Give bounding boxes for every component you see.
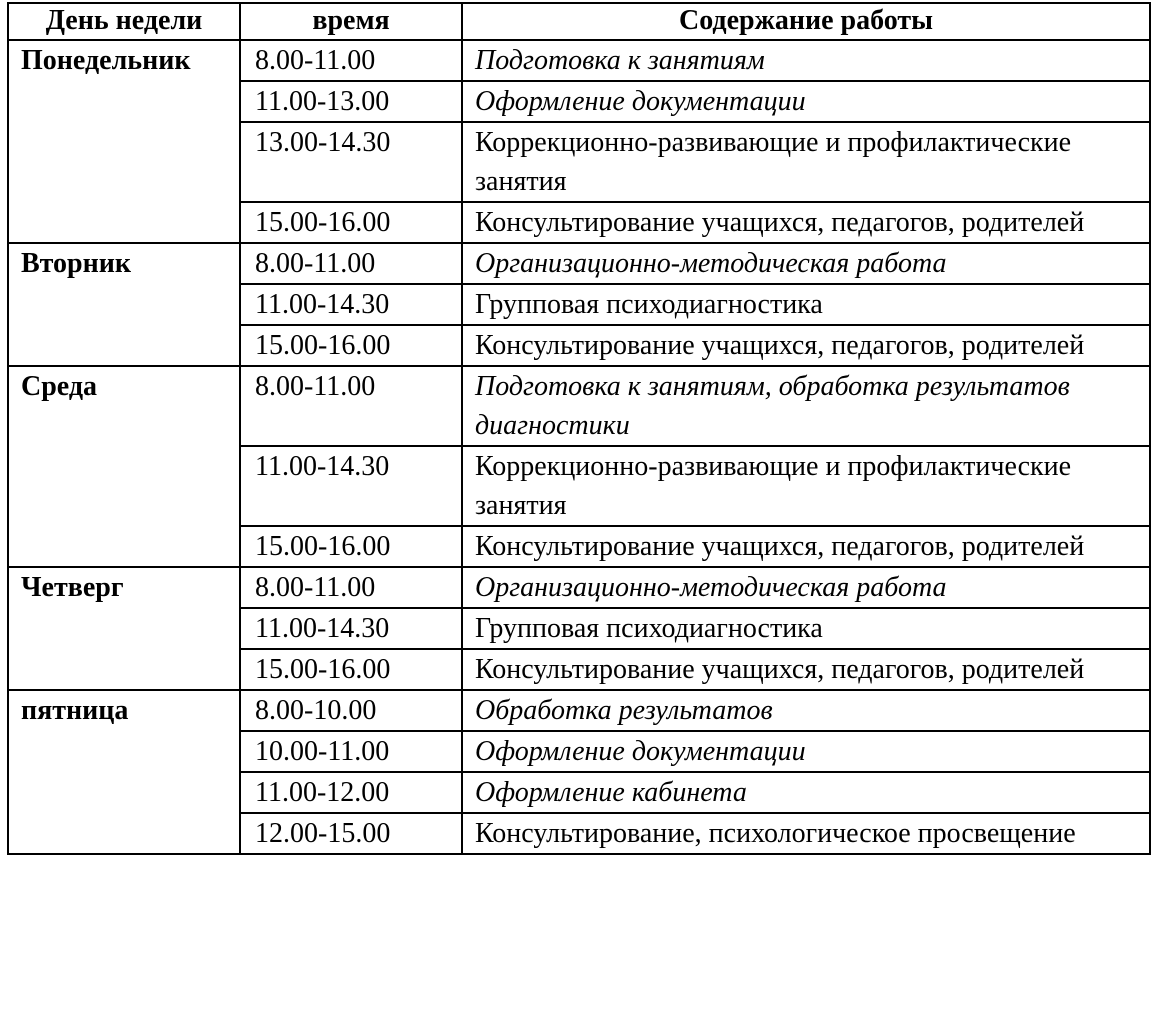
table-row	[8, 243, 1150, 284]
time-cell: 13.00-14.30	[240, 122, 462, 202]
time-cell: 15.00-16.00	[240, 526, 462, 567]
time-cell: 10.00-11.00	[240, 731, 462, 772]
content-cell: Консультирование учащихся, педагогов, родителей	[462, 649, 1150, 690]
time-cell: 11.00-14.30	[240, 284, 462, 325]
time-cell: 8.00-11.00	[240, 567, 462, 608]
header-time: время	[240, 3, 462, 40]
table-row	[8, 366, 1150, 446]
content-cell: Подготовка к занятиям, обработка результатов диагностики	[462, 366, 1150, 446]
time-cell: 8.00-10.00	[240, 690, 462, 731]
table-row	[8, 567, 1150, 608]
content-cell: Обработка результатов	[462, 690, 1150, 731]
day-cell: Четверг	[8, 567, 240, 690]
header-row	[8, 3, 1150, 40]
content-cell: Консультирование учащихся, педагогов, родителей	[462, 325, 1150, 366]
content-cell: Подготовка к занятиям	[462, 40, 1150, 81]
day-cell: пятница	[8, 690, 240, 854]
content-cell: Групповая психодиагностика	[462, 608, 1150, 649]
content-cell: Оформление документации	[462, 731, 1150, 772]
time-cell: 12.00-15.00	[240, 813, 462, 854]
time-cell: 11.00-12.00	[240, 772, 462, 813]
time-cell: 15.00-16.00	[240, 649, 462, 690]
content-cell: Групповая психодиагностика	[462, 284, 1150, 325]
schedule-header	[8, 3, 1150, 40]
content-cell: Консультирование, психологическое просвещение	[462, 813, 1150, 854]
time-cell: 8.00-11.00	[240, 40, 462, 81]
time-cell: 8.00-11.00	[240, 366, 462, 446]
table-row	[8, 690, 1150, 731]
day-cell: Среда	[8, 366, 240, 567]
header-day: День недели	[8, 3, 240, 40]
content-cell: Консультирование учащихся, педагогов, родителей	[462, 202, 1150, 243]
time-cell: 11.00-14.30	[240, 446, 462, 526]
content-cell: Организационно-методическая работа	[462, 567, 1150, 608]
table-row	[8, 40, 1150, 81]
content-cell: Коррекционно-развивающие и профилактические занятия	[462, 122, 1150, 202]
schedule-table	[7, 2, 1151, 855]
content-cell: Консультирование учащихся, педагогов, родителей	[462, 526, 1150, 567]
day-cell: Вторник	[8, 243, 240, 366]
time-cell: 11.00-13.00	[240, 81, 462, 122]
time-cell: 15.00-16.00	[240, 325, 462, 366]
content-cell: Организационно-методическая работа	[462, 243, 1150, 284]
day-cell: Понедельник	[8, 40, 240, 243]
schedule-body	[8, 40, 1150, 854]
content-cell: Коррекционно-развивающие и профилактические занятия	[462, 446, 1150, 526]
time-cell: 8.00-11.00	[240, 243, 462, 284]
time-cell: 11.00-14.30	[240, 608, 462, 649]
header-content: Содержание работы	[462, 3, 1150, 40]
content-cell: Оформление кабинета	[462, 772, 1150, 813]
content-cell: Оформление документации	[462, 81, 1150, 122]
time-cell: 15.00-16.00	[240, 202, 462, 243]
